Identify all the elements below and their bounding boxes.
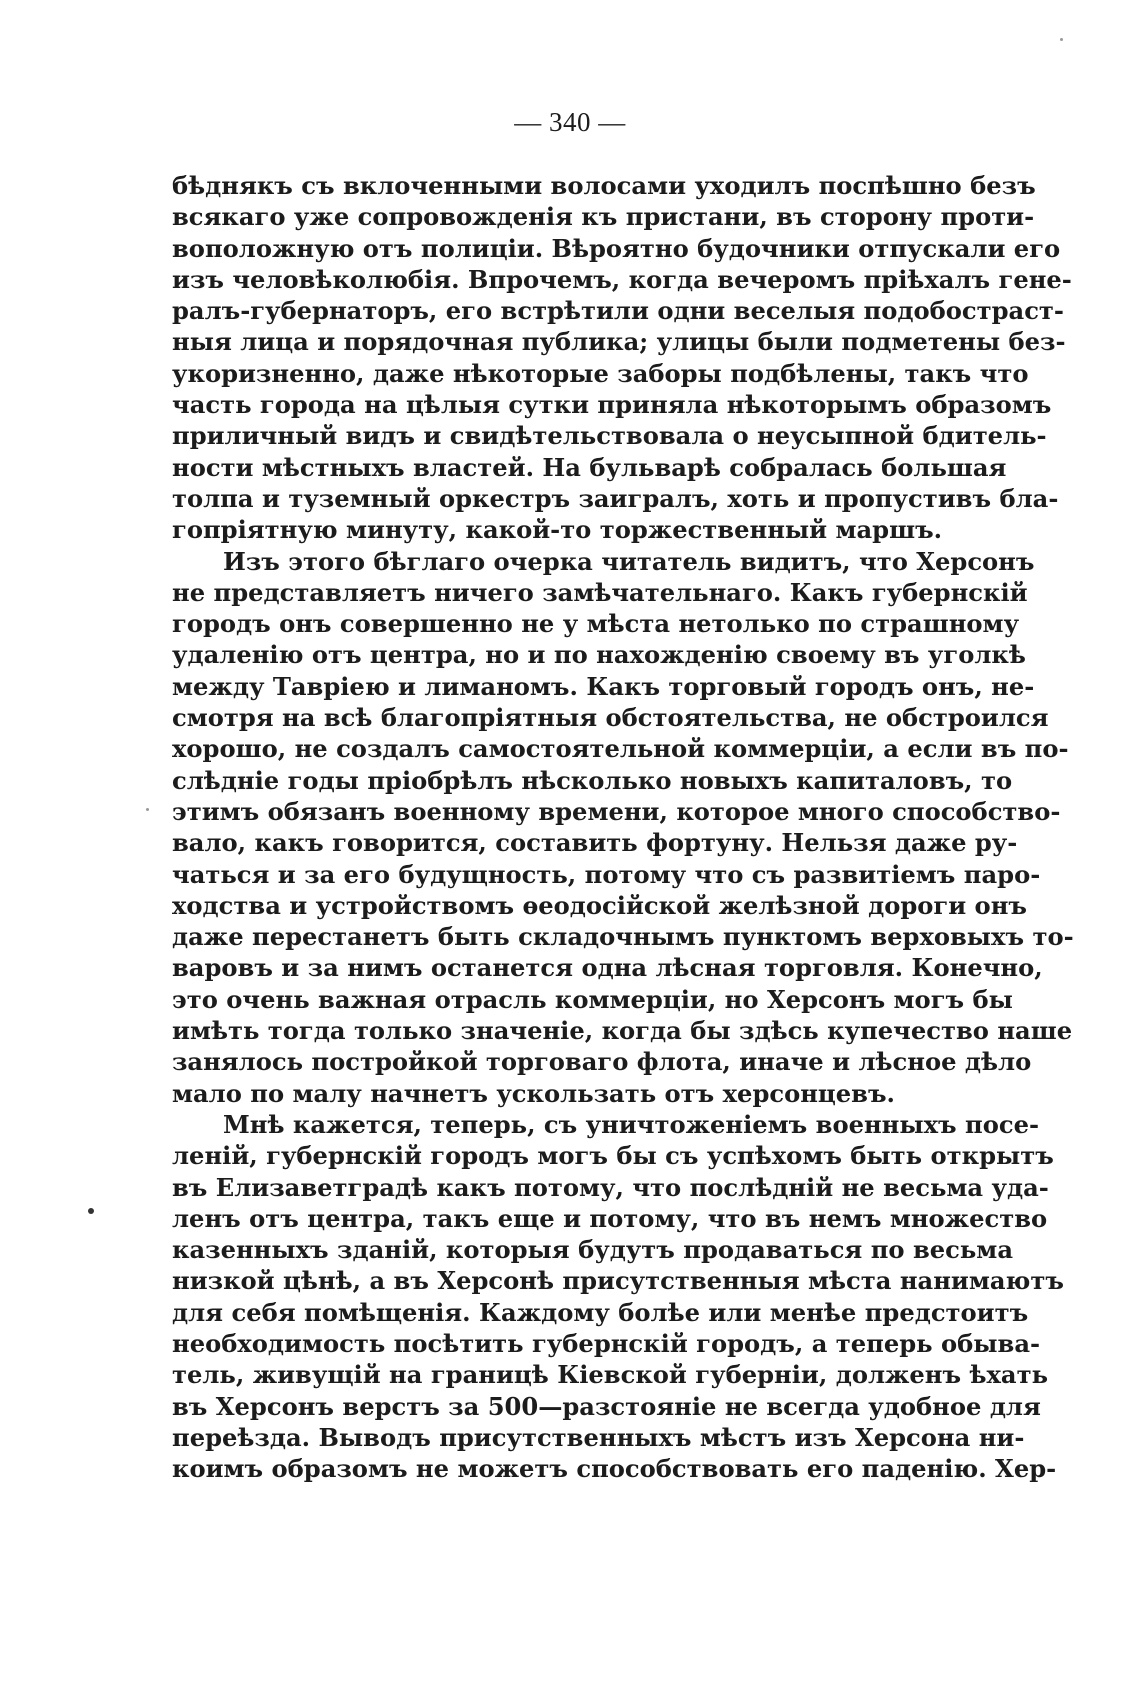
paragraph — [172, 546, 1074, 1109]
paragraph — [172, 170, 1072, 546]
text-line: приличный видъ и свидѣтельствовала о неусыпной бдитель- — [172, 421, 1047, 451]
text-line: всякаго уже сопровожденія къ пристани, въ сторону проти- — [172, 202, 1035, 232]
text-line: изъ человѣколюбія. Впрочемъ, когда вечеромъ пріѣхалъ гене- — [172, 264, 1072, 294]
text-line: не представляетъ ничего замѣчательнаго. Какъ губернскій — [172, 577, 1028, 607]
text-body — [172, 170, 1074, 1484]
text-line: коимъ образомъ не можетъ способствовать его паденію. Хер- — [172, 1454, 1057, 1484]
text-line: въ Херсонъ верстъ за 500—разстояніе не всегда удобное для — [172, 1391, 1041, 1421]
text-line: Изъ этого бѣглаго очерка читатель видитъ, что Херсонъ — [223, 546, 1035, 576]
text-line: этимъ обязанъ военному времени, которое много способство- — [172, 796, 1061, 826]
text-line: бѣднякъ съ вклоченными волосами уходилъ поспѣшно безъ — [172, 171, 1036, 200]
text-line: это очень важная отрасль коммерціи, но Херсонъ могъ бы — [172, 984, 1013, 1014]
text-line: ходства и устройствомъ ѳеодосійской желѣзной дороги онъ — [172, 890, 1027, 920]
text-line: тель, живущій на границѣ Кіевской губерніи, долженъ ѣхать — [172, 1360, 1048, 1390]
scan-speck — [1060, 38, 1063, 41]
text-line: занялось постройкой торговаго флота, иначе и лѣсное дѣло — [172, 1047, 1032, 1077]
text-line: чаться и за его будущность, потому что съ развитіемъ паро- — [172, 859, 1041, 889]
text-line: необходимость посѣтить губернскій городъ, а теперь обыва- — [172, 1328, 1041, 1358]
text-line: даже перестанетъ быть складочнымъ пунктомъ верховыхъ то- — [172, 922, 1074, 952]
text-line: Мнѣ кажется, теперь, съ уничтоженіемъ военныхъ посе- — [223, 1109, 1040, 1139]
scan-speck — [88, 1208, 94, 1214]
text-line: казенныхъ зданій, которыя будутъ продаваться по весьма — [172, 1235, 1013, 1265]
text-line: хорошо, не создалъ самостоятельной коммерціи, а если въ по- — [172, 734, 1069, 764]
text-line: для себя помѣщенія. Каждому болѣе или менѣе предстоитъ — [172, 1297, 1029, 1327]
paragraph — [172, 1109, 1064, 1485]
text-line: ленъ отъ центра, такъ еще и потому, что въ немъ множество — [172, 1203, 1048, 1233]
text-line: между Тавріею и лиманомъ. Какъ торговый городъ онъ, не- — [172, 671, 1035, 701]
scan-speck — [146, 808, 149, 811]
text-line: укоризненно, даже нѣкоторые заборы подбѣлены, такъ что — [172, 358, 1029, 388]
text-line: леній, губернскій городъ могъ бы съ успѣхомъ быть открытъ — [172, 1141, 1054, 1171]
text-line: городъ онъ совершенно не у мѣста нетолько по страшному — [172, 609, 1020, 639]
text-line: переѣзда. Выводъ присутственныхъ мѣстъ изъ Херсона ни- — [172, 1422, 1025, 1452]
text-line: ралъ-губернаторъ, его встрѣтили одни веселыя подобостраст- — [172, 296, 1064, 326]
text-line: низкой цѣнѣ, а въ Херсонѣ присутственныя мѣста нанимаютъ — [172, 1266, 1064, 1296]
text-line: въ Елизаветградѣ какъ потому, что послѣдній не весьма уда- — [172, 1172, 1049, 1202]
text-line: воположную отъ полиціи. Вѣроятно будочники отпускали его — [172, 233, 1061, 263]
text-line: ныя лица и порядочная публика; улицы были подметены без- — [172, 327, 1066, 357]
page-number: — 340 — — [514, 107, 626, 137]
text-line: варовъ и за нимъ останется одна лѣсная торговля. Конечно, — [172, 953, 1043, 983]
text-line: ности мѣстныхъ властей. На бульварѣ собралась большая — [172, 452, 1007, 482]
text-line: мало по малу начнетъ ускользать отъ херсонцевъ. — [172, 1078, 895, 1108]
text-line: вало, какъ говорится, составить фортуну. Нельзя даже ру- — [172, 828, 1018, 858]
text-line: имѣть тогда только значеніе, когда бы здѣсь купечество наше — [172, 1016, 1073, 1046]
text-line: смотря на всѣ благопріятныя обстоятельства, не обстроился — [172, 703, 1049, 733]
text-line: гопріятную минуту, какой-то торжественный маршъ. — [172, 515, 943, 545]
text-line: толпа и туземный оркестръ заигралъ, хоть и пропустивъ бла- — [172, 483, 1059, 513]
text-line: часть города на цѣлыя сутки приняла нѣкоторымъ образомъ — [172, 390, 1052, 420]
text-line: удаленію отъ центра, но и по нахожденію своему въ уголкѣ — [172, 640, 1026, 670]
text-line: слѣдніе годы пріобрѣлъ нѣсколько новыхъ капиталовъ, то — [172, 765, 1013, 795]
